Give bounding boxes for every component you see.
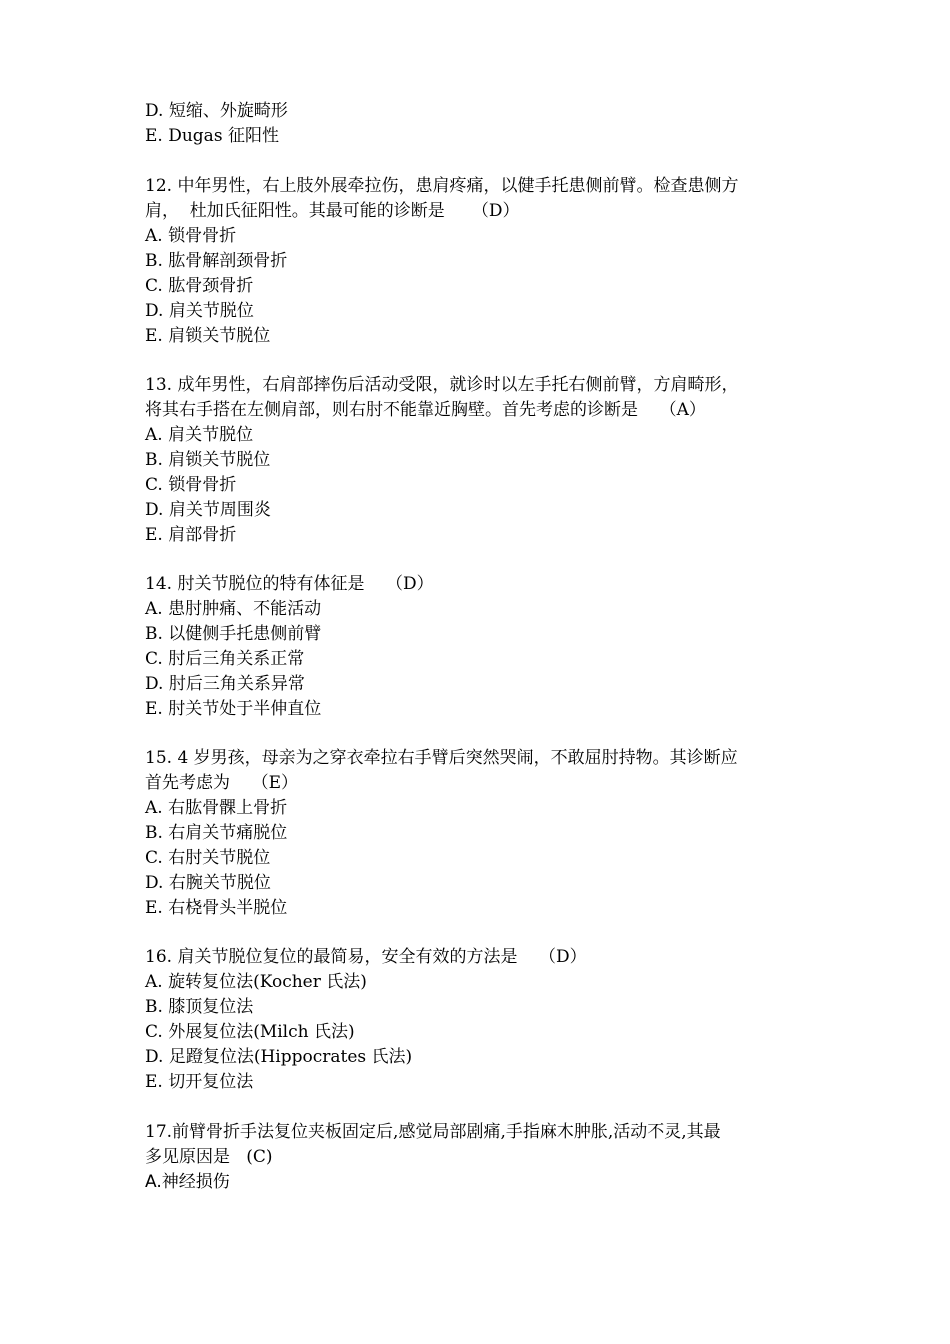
option-16-a: A. 旋转复位法(Kocher 氏法) bbox=[145, 972, 367, 992]
option-16-e: E. 切开复位法 bbox=[145, 1072, 254, 1092]
option-15-c: C. 右肘关节脱位 bbox=[145, 848, 271, 868]
question-15-stem: 15. 4 岁男孩，母亲为之穿衣牵拉右手臂后突然哭闹，不敢屈肘持物。其诊断应 bbox=[145, 748, 738, 768]
question-12-stem: 12. 中年男性，右上肢外展牵拉伤，患肩疼痛，以健手托患侧前臂。检查患侧方 bbox=[145, 176, 739, 196]
option-13-b: B. 肩锁关节脱位 bbox=[145, 450, 271, 470]
option-13-a: A. 肩关节脱位 bbox=[145, 425, 254, 445]
option-14-e: E. 肘关节处于半伸直位 bbox=[145, 699, 322, 719]
option-16-c: C. 外展复位法(Milch 氏法) bbox=[145, 1022, 355, 1042]
option-17-a: A.神经损伤 bbox=[145, 1172, 230, 1192]
question-13-stem-cont: 将其右手搭在左侧肩部，则右肘不能靠近胸壁。首先考虑的诊断是 （A） bbox=[145, 400, 706, 420]
option-12-c: C. 肱骨颈骨折 bbox=[145, 276, 254, 296]
question-15-stem-cont: 首先考虑为 （E） bbox=[145, 773, 299, 793]
option-12-e: E. 肩锁关节脱位 bbox=[145, 326, 271, 346]
option-13-d: D. 肩关节周围炎 bbox=[145, 500, 271, 520]
option-16-b: B. 膝顶复位法 bbox=[145, 997, 254, 1017]
option-15-b: B. 右肩关节痛脱位 bbox=[145, 823, 288, 843]
option-14-c: C. 肘后三角关系正常 bbox=[145, 649, 305, 669]
option-12-d: D. 肩关节脱位 bbox=[145, 301, 254, 321]
option-15-d: D. 右腕关节脱位 bbox=[145, 873, 271, 893]
option-15-e: E. 右桡骨头半脱位 bbox=[145, 898, 288, 918]
option-14-b: B. 以健侧手托患侧前臂 bbox=[145, 624, 322, 644]
option-11-d: D. 短缩、外旋畸形 bbox=[145, 101, 288, 121]
question-16-stem: 16. 肩关节脱位复位的最简易，安全有效的方法是 （D） bbox=[145, 947, 587, 967]
question-17-stem: 17.前臂骨折手法复位夹板固定后,感觉局部剧痛,手指麻木肿胀,活动不灵,其最 bbox=[145, 1122, 721, 1142]
option-16-d: D. 足蹬复位法(Hippocrates 氏法) bbox=[145, 1047, 413, 1067]
option-12-a: A. 锁骨骨折 bbox=[145, 226, 237, 246]
option-13-e: E. 肩部骨折 bbox=[145, 525, 237, 545]
option-13-c: C. 锁骨骨折 bbox=[145, 475, 237, 495]
question-17-stem-cont: 多见原因是 (C) bbox=[145, 1147, 273, 1167]
question-12-stem-cont: 肩， 杜加氏征阳性。其最可能的诊断是 （D） bbox=[145, 201, 520, 221]
option-14-a: A. 患肘肿痛、不能活动 bbox=[145, 599, 322, 619]
option-12-b: B. 肱骨解剖颈骨折 bbox=[145, 251, 288, 271]
option-15-a: A. 右肱骨髁上骨折 bbox=[145, 798, 288, 818]
question-13-stem: 13. 成年男性，右肩部摔伤后活动受限，就诊时以左手托右侧前臂，方肩畸形， bbox=[145, 375, 739, 395]
question-14-stem: 14. 肘关节脱位的特有体征是 （D） bbox=[145, 574, 434, 594]
option-11-e: E. Dugas 征阳性 bbox=[145, 126, 279, 146]
option-14-d: D. 肘后三角关系异常 bbox=[145, 674, 305, 694]
